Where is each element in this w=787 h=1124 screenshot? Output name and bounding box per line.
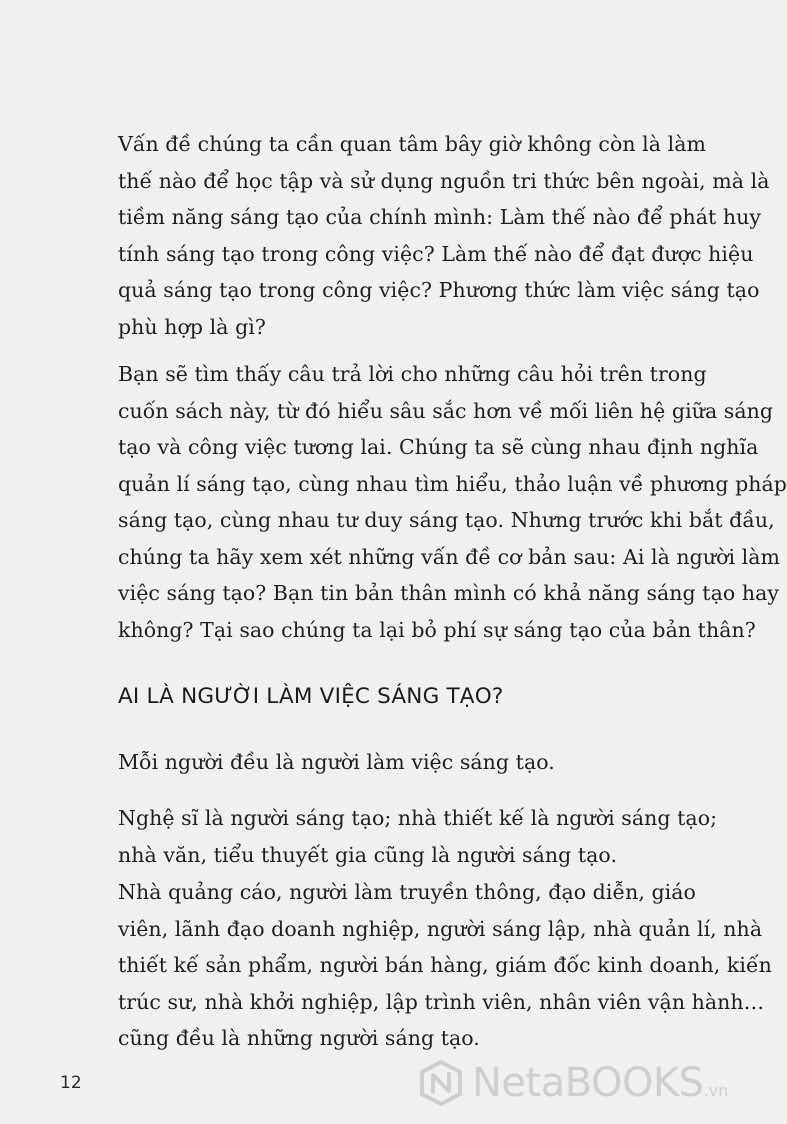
text-line: phù hợp là gì? xyxy=(118,314,266,339)
text-line: Mỗi người đều là người làm việc sáng tạo. xyxy=(118,750,555,774)
text-line: Nghệ sĩ là người sáng tạo; nhà thiết kế là người sáng tạo; xyxy=(118,806,718,830)
text-line: Vấn đề chúng ta cần quan tâm bây giờ không còn là làm xyxy=(118,132,706,156)
text-line: việc sáng tạo? Bạn tin bản thân mình có khả năng sáng tạo hay xyxy=(118,581,779,605)
paragraph-artists xyxy=(118,800,718,873)
paragraph-intro xyxy=(118,126,770,345)
text-line: không? Tại sao chúng ta lại bỏ phí sự sáng tạo của bản thân? xyxy=(118,617,756,642)
netabooks-logo-icon xyxy=(418,1060,464,1106)
text-line: tạo và công việc tương lai. Chúng ta sẽ cùng nhau định nghĩa xyxy=(118,435,759,459)
section-heading: AI LÀ NGƯỜI LÀM VIỆC SÁNG TẠO? xyxy=(118,684,504,709)
watermark-suffix: .vn xyxy=(703,1081,729,1100)
text-line: cũng đều là những người sáng tạo. xyxy=(118,1026,480,1050)
text-line: tính sáng tạo trong công việc? Làm thế nào để đạt được hiệu xyxy=(118,241,754,266)
text-line: thế nào để học tập và sử dụng nguồn tri thức bên ngoài, mà là xyxy=(118,168,770,193)
text-line: nhà văn, tiểu thuyết gia cũng là người sáng tạo. xyxy=(118,842,618,867)
text-line: Bạn sẽ tìm thấy câu trả lời cho những câu hỏi trên trong xyxy=(118,362,707,386)
text-line: thiết kế sản phẩm, người bán hàng, giám đốc kinh doanh, kiến xyxy=(118,953,772,977)
text-line: sáng tạo, cùng nhau tư duy sáng tạo. Nhưng trước khi bắt đầu, xyxy=(118,508,775,532)
text-line: tiềm năng sáng tạo của chính mình: Làm thế nào để phát huy xyxy=(118,205,762,229)
watermark-brand: NetaBOOKS xyxy=(472,1060,704,1106)
text-line: cuốn sách này, từ đó hiểu sâu sắc hơn về mối liên hệ giữa sáng xyxy=(118,398,774,423)
text-line: chúng ta hãy xem xét những vấn đề cơ bản sau: Ai là người làm xyxy=(118,544,781,569)
paragraph-questions xyxy=(118,356,787,648)
paragraph-everyone xyxy=(118,744,666,781)
watermark-text xyxy=(472,1060,728,1106)
text-line: Nhà quảng cáo, người làm truyền thông, đạo diễn, giáo xyxy=(118,880,696,904)
text-line: quản lí sáng tạo, cùng nhau tìm hiểu, thảo luận về phương pháp xyxy=(118,471,787,496)
page-number: 12 xyxy=(60,1073,82,1093)
text-line: quả sáng tạo trong công việc? Phương thức làm việc sáng tạo xyxy=(118,278,760,302)
watermark xyxy=(418,1060,728,1106)
text-line: trúc sư, nhà khởi nghiệp, lập trình viên, nhân viên vận hành… xyxy=(118,989,765,1014)
text-line: viên, lãnh đạo doanh nghiệp, người sáng lập, nhà quản lí, nhà xyxy=(118,916,763,941)
paragraph-professions xyxy=(118,874,772,1057)
